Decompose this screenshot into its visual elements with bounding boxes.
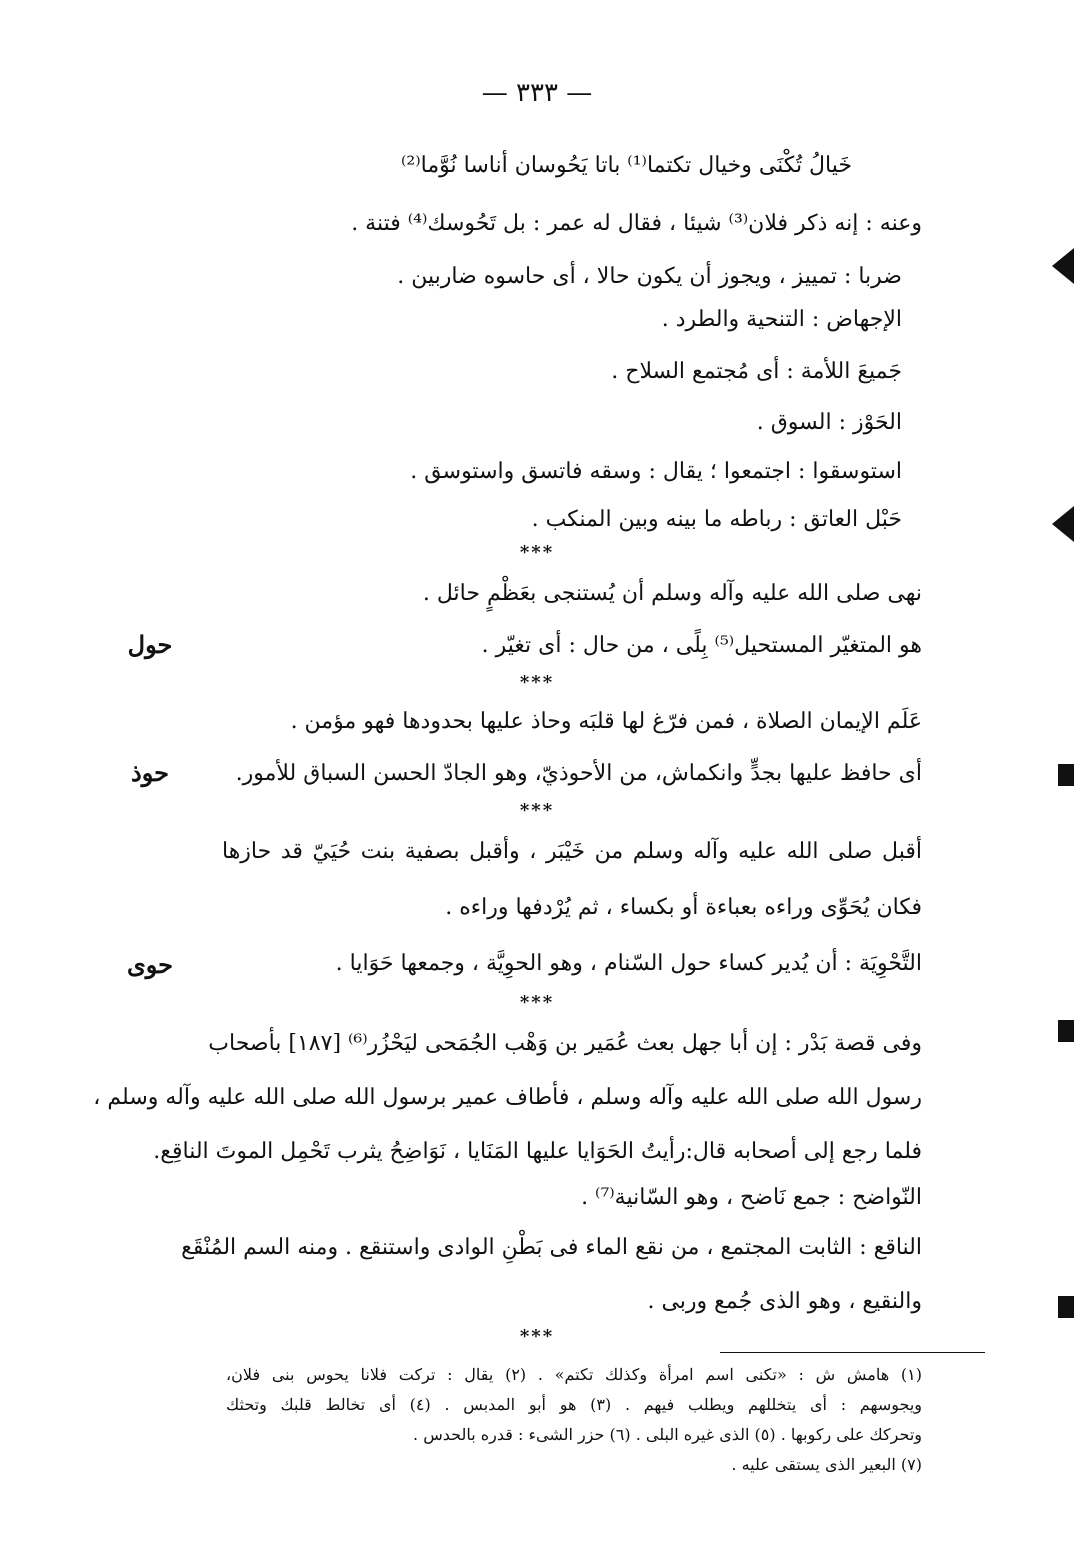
edge-index-tab bbox=[1058, 764, 1074, 786]
section-divider: *** bbox=[519, 672, 555, 693]
root-word-margin: حوذ bbox=[131, 758, 169, 787]
text-line: الحَوْز : السوق . bbox=[756, 410, 902, 435]
page-number: — ٣٣٣ — bbox=[481, 78, 593, 108]
text-line: والنقيع ، وهو الذى جُمع وربى . bbox=[647, 1289, 922, 1314]
edge-index-tab bbox=[1058, 1020, 1074, 1042]
text-line: فكان يُحَوِّى وراءه بعباءة أو بكساء ، ثم يُرْدفها وراءه . bbox=[445, 895, 922, 920]
footnote-line: وتحركك على ركوبها . (٥) الذى غيره البلى . (٦) حزر الشىء : قدره بالحدس . bbox=[413, 1425, 922, 1444]
text-line: التَّحْوِيَة : أن يُدير كساء حول السّنام ، وهو الحوِيَّة ، وجمعها حَوَايا . bbox=[335, 951, 922, 976]
section-divider: *** bbox=[519, 542, 555, 563]
text-line: نهى صلى الله عليه وآله وسلم أن يُستنجى بعَظْمٍ حائل . bbox=[422, 581, 922, 606]
text-line: حَبْل العاتق : رباطه ما بينه وبين المنكب . bbox=[531, 507, 902, 532]
text-line: جَميعَ اللأمة : أى مُجتمع السلاح . bbox=[611, 359, 902, 384]
text-line: وعنه : إنه ذكر فلان⁽³⁾ شيئا ، فقال له عمر : بل تَحُوسك⁽⁴⁾ فتنة . bbox=[351, 211, 922, 236]
edge-index-tab bbox=[1052, 248, 1074, 284]
footnote-line: (١) هامش ش : «تكنى اسم امرأة وكذلك تكتم» . (٢) يقال : تركت فلانا يحوس بنى فلان، bbox=[226, 1365, 923, 1384]
text-line: أى حافظ عليها بجدٍّ وانكماش، من الأحوذيّ، وهو الجادّ الحسن السباق للأمور. bbox=[235, 761, 922, 786]
text-line: الناقع : الثابت المجتمع ، من نقع الماء فى بَطْنِ الوادى واستنقع . ومنه السم المُنْقَع bbox=[181, 1235, 922, 1260]
text-line: النّواضح : جمع نَاضح ، وهو السّانية⁽⁷⁾ . bbox=[581, 1185, 922, 1210]
text-line: استوسقوا : اجتمعوا ؛ يقال : وسقه فاتسق واستوسق . bbox=[410, 459, 902, 484]
section-divider: *** bbox=[519, 1326, 555, 1347]
text-line: أقبل صلى الله عليه وآله وسلم من خَيْبَر ، وأقبل بصفية بنت حُيَيّ قد حازها bbox=[222, 839, 922, 864]
footnote-rule bbox=[720, 1352, 985, 1353]
section-divider: *** bbox=[519, 992, 555, 1013]
text-line: رسول الله صلى الله عليه وآله وسلم ، فأطاف عمير برسول الله صلى الله عليه وآله وسلم ، bbox=[93, 1085, 922, 1110]
verse-line: خَيالُ تُكْنَى وخيال تكتما⁽¹⁾ باتا يَحُوسان أناسا نُوَّما⁽²⁾ bbox=[401, 153, 852, 178]
text-line: ضربا : تمييز ، ويجوز أن يكون حالا ، أى حاسوه ضاربين . bbox=[397, 264, 902, 289]
root-word-margin: حول bbox=[127, 630, 173, 659]
footnote-line: (٧) البعير الذى يستقى عليه . bbox=[731, 1455, 922, 1474]
text-line: الإجهاض : التنحية والطرد . bbox=[661, 307, 902, 332]
text-line: فلما رجع إلى أصحابه قال:رأيتُ الحَوَايا عليها المَنَايا ، نَوَاضِحُ يثرب تَحْمِل الموتَ الناقِع. bbox=[153, 1139, 922, 1164]
footnote-line: ويجوسهم : أى يتخللهم ويطلب فيهم . (٣) هو أبو المدبس . (٤) أى تخالط قلبك وتحثك bbox=[226, 1395, 923, 1414]
edge-index-tab bbox=[1058, 1296, 1074, 1318]
edge-index-tab bbox=[1052, 506, 1074, 542]
root-word-margin: حوى bbox=[126, 950, 174, 979]
text-line: هو المتغيّر المستحيل⁽⁵⁾ بِلًى ، من حال : أى تغيّر . bbox=[481, 633, 922, 658]
text-line: وفى قصة بَدْر : إن أبا جهل بعث عُمَير بن وَهْب الجُمَحى ليَحْزُر⁽⁶⁾ [١٨٧] بأصحاب bbox=[208, 1031, 922, 1056]
section-divider: *** bbox=[519, 800, 555, 821]
text-line: عَلَم الإيمان الصلاة ، فمن فرّغ لها قلبَه وحاذ عليها بحدودها فهو مؤمن . bbox=[290, 709, 922, 734]
